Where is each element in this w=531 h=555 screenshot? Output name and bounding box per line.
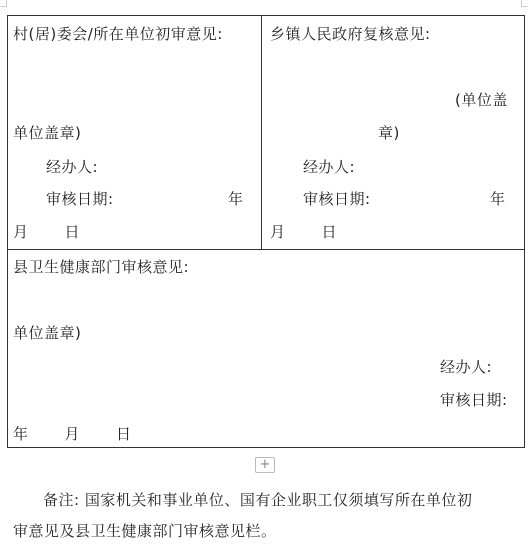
county-seal-label: 单位盖章): [13, 324, 82, 342]
county-day-label: 日: [116, 425, 132, 443]
township-seal-label-part2: 章): [378, 124, 400, 142]
village-review-title: 村(居)委会/所在单位初审意见:: [13, 25, 223, 43]
village-year-label: 年: [228, 190, 244, 208]
county-year-label: 年: [13, 425, 29, 443]
county-year-month-day: [13, 425, 132, 443]
township-agent-label: 经办人:: [303, 158, 356, 176]
table-horizontal-divider: [7, 249, 525, 250]
township-review-title: 乡镇人民政府复核意见:: [270, 25, 431, 43]
remark-line-2: 审意见及县卫生健康部门审核意见栏。: [13, 522, 277, 540]
table-vertical-divider: [261, 15, 262, 249]
approval-table: [7, 15, 525, 448]
village-seal-label: 单位盖章): [13, 124, 82, 142]
township-year-label: 年: [490, 190, 506, 208]
township-review-date-label: 审核日期:: [303, 190, 371, 208]
village-month-label: 月: [13, 223, 29, 241]
township-month-label: 月: [270, 223, 286, 241]
township-seal-label-part1: (单位盖: [455, 91, 508, 109]
add-row-button[interactable]: +: [255, 457, 275, 473]
township-day-label: 日: [321, 223, 338, 241]
remark-line-1: 备注: 国家机关和事业单位、国有企业职工仅须填写所在单位初: [43, 491, 473, 509]
village-day-label: 日: [64, 223, 81, 241]
page-corner-mark-left: [0, 0, 7, 7]
village-agent-label: 经办人:: [46, 158, 99, 176]
county-review-title: 县卫生健康部门审核意见:: [13, 258, 190, 276]
county-review-date-label: 审核日期:: [440, 391, 508, 409]
county-agent-label: 经办人:: [440, 358, 493, 376]
village-month-day: [13, 223, 80, 241]
village-review-date-label: 审核日期:: [46, 190, 114, 208]
county-month-label: 月: [64, 425, 81, 443]
page-corner-mark-right: [521, 0, 528, 7]
township-month-day: [270, 223, 337, 241]
